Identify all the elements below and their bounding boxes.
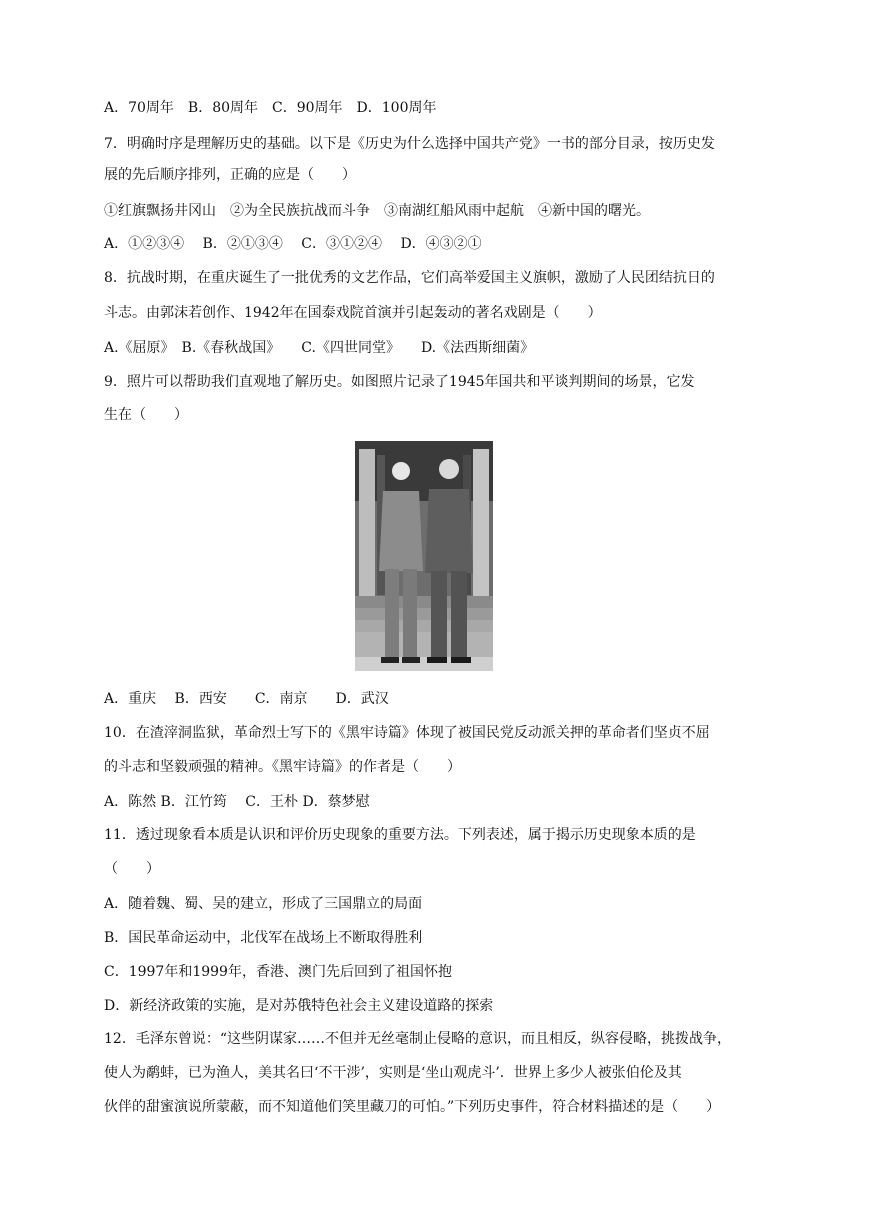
q10-stem-line1: 10．在渣滓洞监狱，革命烈士写下的《黑牢诗篇》体现了被国民党反动派关押的革命者们坚贞不屈	[104, 725, 710, 741]
q12-stem-line3: 伙伴的甜蜜演说所蒙蔽，而不知道他们笑里藏刀的可怕。”下列历史事件，符合材料描述的是（ ）	[104, 1099, 721, 1115]
q10-stem-line2: 的斗志和坚毅顽强的精神。《黑牢诗篇》的作者是（ ）	[104, 759, 461, 775]
q7-items: ①红旗飘扬井冈山 ②为全民族抗战而斗争 ③南湖红船风雨中起航 ④新中国的曙光。	[104, 203, 650, 219]
q11-option-d: D．新经济政策的实施，是对苏俄特色社会主义建设道路的探索	[104, 998, 494, 1014]
q9-stem-line1: 9．照片可以帮助我们直观地了解历史。如图照片记录了1945年国共和平谈判期间的场景，它发	[104, 374, 695, 390]
q8-stem-line1: 8．抗战时期，在重庆诞生了一批优秀的文艺作品，它们高举爱国主义旗帜，激励了人民团结抗日的	[104, 270, 715, 286]
q7-stem-line2: 展的先后顺序排列，正确的应是（ ）	[104, 167, 356, 183]
q10-options: A．陈然 B．江竹筠 C．王朴 D．蔡梦慰	[104, 794, 370, 810]
q6-options: A．70周年 B．80周年 C．90周年 D．100周年	[104, 100, 437, 116]
q12-stem-line1: 12．毛泽东曾说：“这些阴谋家……不但并无丝毫制止侵略的意识，而且相反，纵容侵略，挑拨战争，	[104, 1031, 731, 1047]
q7-stem-line1: 7．明确时序是理解历史的基础。以下是《历史为什么选择中国共产党》一书的部分目录，按历史发	[104, 136, 715, 152]
q11-stem-line1: 11．透过现象看本质是认识和评价历史现象的重要方法。下列表述，属于揭示历史现象本质的是	[104, 827, 696, 843]
q9-stem-line2: 生在（ ）	[104, 407, 188, 423]
historical-photo	[355, 441, 493, 671]
q11-option-c: C．1997年和1999年，香港、澳门先后回到了祖国怀抱	[104, 964, 452, 980]
q8-options: A.《屈原》 B.《春秋战国》 C.《四世同堂》 D.《法西斯细菌》	[104, 340, 535, 356]
q7-options: A．①②③④ B．②①③④ C．③①②④ D．④③②①	[104, 236, 482, 252]
q11-option-b: B．国民革命运动中，北伐军在战场上不断取得胜利	[104, 930, 423, 946]
q12-stem-line2: 使人为鹬蚌，已为渔人，美其名曰‘不干涉’，实则是‘坐山观虎斗’．世界上多少人被张伯伦及其	[104, 1065, 682, 1081]
q8-stem-line2: 斗志。由郭沫若创作、1942年在国泰戏院首演并引起轰动的著名戏剧是（ ）	[104, 305, 602, 321]
q11-option-a: A．随着魏、蜀、吴的建立，形成了三国鼎立的局面	[104, 896, 423, 912]
q9-options: A．重庆 B．西安 C．南京 D．武汉	[104, 691, 389, 707]
q11-stem-line2: （ ）	[104, 861, 160, 877]
